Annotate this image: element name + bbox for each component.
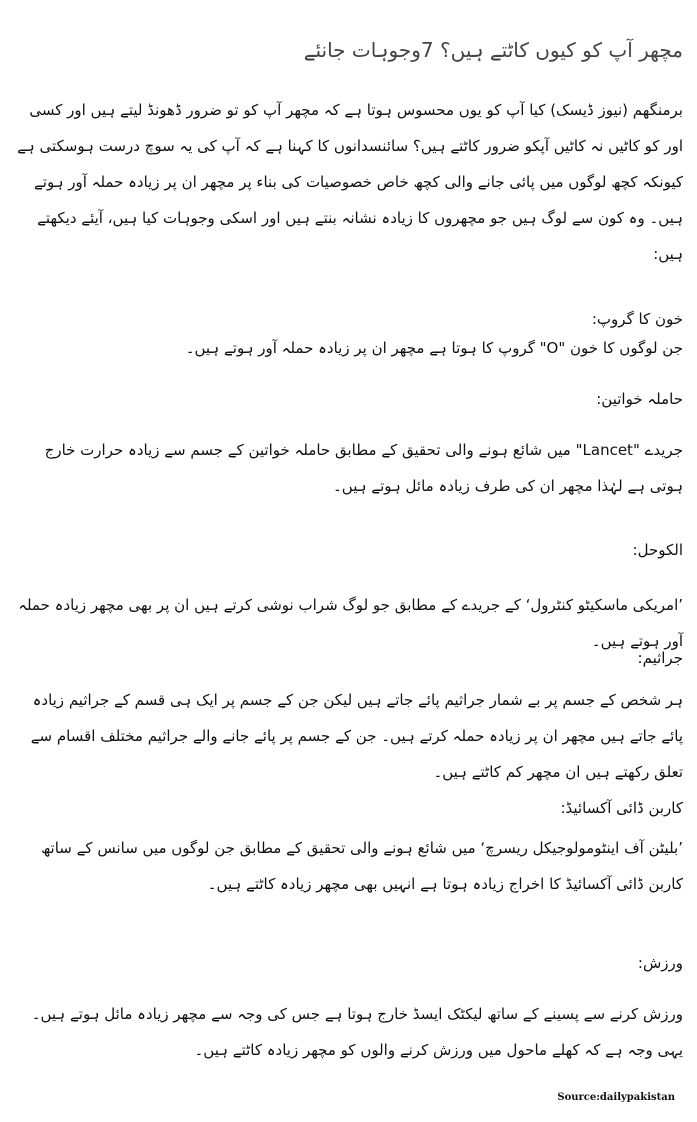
section-body-carbon-dioxide: ’بلیٹن آف اینٹومولوجیکل ریسرچ‘ میں شائع ہونے والی تحقیق کے مطابق جن لوگوں میں سانس کے ساتھ کاربن ڈائی آکسائیڈ کا اخراج زیادہ ہوتا ہے انہیں بھی مچھر زیادہ کاٹتے ہیں۔ <box>41 839 683 893</box>
section-heading-blood-group: خون کا گروپ: <box>591 310 683 328</box>
section-heading-carbon-dioxide: کاربن ڈائی آکسائیڈ: <box>560 799 683 817</box>
section-body-bacteria: ہر شخص کے جسم پر بے شمار جراثیم پائے جاتے ہیں لیکن جن کے جسم پر ایک ہی قسم کے جراثیم زیادہ پائے جاتے ہیں مچھر ان پر زیادہ حملہ کرتے ہیں۔ جن کے جسم پر پائے جانے والے جراثیم مختلف اقسام سے تعلق رکھتے ہیں ان مچھر کم کاٹتے ہیں۔ <box>30 691 683 781</box>
source-credit: Source:dailypakistan <box>557 1092 675 1103</box>
section-body-exercise: ورزش کرنے سے پسینے کے ساتھ لیکٹک ایسڈ خارج ہوتا ہے جس کی وجہ سے مچھر زیادہ مائل ہوتے ہیں۔ یہی وجہ ہے کہ کھلے ماحول میں ورزش کرنے والوں کو مچھر زیادہ کاٹتے ہیں۔ <box>31 1005 683 1059</box>
section-heading-pregnant-women: حاملہ خواتین: <box>596 390 683 408</box>
section-body-blood-group: جن لوگوں کا خون "O" گروپ کا ہوتا ہے مچھر ان پر زیادہ حملہ آور ہوتے ہیں۔ <box>185 339 683 357</box>
section-heading-alcohol: الکوحل: <box>632 541 683 559</box>
section-body-alcohol: ’امریکی ماسکیٹو کنٹرول‘ کے جریدے کے مطابق جو لوگ شراب نوشی کرتے ہیں ان پر بھی مچھر زیادہ حملہ آور ہوتے ہیں۔ <box>18 596 683 650</box>
article-title: مچھر آپ کو کیوں کاٹتے ہیں؟ 7وجوہات جانئے <box>303 38 683 62</box>
section-heading-exercise: ورزش: <box>637 954 683 972</box>
section-heading-bacteria: جراثیم: <box>637 649 683 667</box>
article-intro: برمنگھم (نیوز ڈیسک) کیا آپ کو یوں محسوس ہوتا ہے کہ مچھر آپ کو تو ضرور ڈھونڈ لیتے ہیں اور کسی اور کو کاٹیں نہ کاٹیں آپکو ضرور کاٹتے ہیں؟ سائنسدانوں کا کہنا ہے کہ آپ کی یہ سوچ درست ہوسکتی ہے کیونکہ کچھ لوگوں میں پائی جانے والی کچھ خاص خصوصیات کی بناء پر مچھر ان پر زیادہ حملہ آور ہوتے ہیں۔ وہ کون سے لوگ ہیں جو مچھروں کا زیادہ نشانہ بنتے ہیں اور اسکی وجوہات کیا ہیں، آیئے دیکھتے ہیں: <box>17 101 683 263</box>
section-body-pregnant-women: جریدے "Lancet" میں شائع ہونے والی تحقیق کے مطابق حاملہ خواتین کے جسم سے زیادہ حرارت خارج ہوتی ہے لہٰذا مچھر ان کی طرف زیادہ مائل ہوتے ہیں۔ <box>44 441 683 495</box>
